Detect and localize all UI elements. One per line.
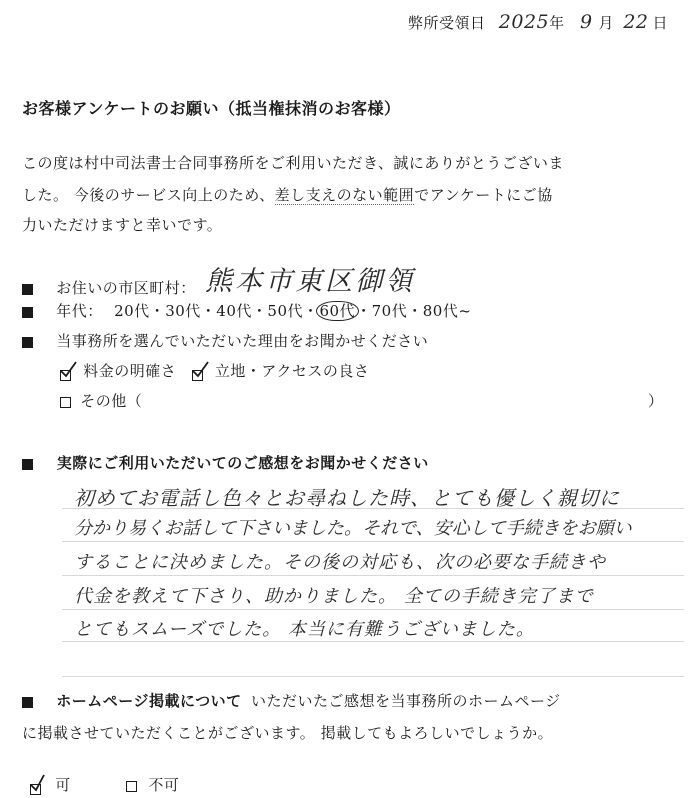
reason-label: 当事務所を選んでいただいた理由をお聞かせください xyxy=(56,332,429,350)
age-row xyxy=(22,300,471,321)
checkmark-icon xyxy=(191,360,211,380)
impression-line-4: 代金を教えて下さり、助かりました。 全ての手続き完了まで xyxy=(74,586,594,607)
homepage-row xyxy=(22,690,561,711)
age-option[interactable]: 20代 xyxy=(114,302,150,320)
line-rule xyxy=(62,541,684,542)
age-separator: ・ xyxy=(200,302,217,320)
reason-other-row xyxy=(60,390,142,411)
line-rule xyxy=(62,609,684,610)
homepage-text-b: に掲載させていただくことがございます。 掲載してもよろしいでしょうか。 xyxy=(22,724,554,742)
age-option[interactable]: 70代 xyxy=(371,302,408,320)
reason-options xyxy=(60,360,369,381)
age-option[interactable]: 40代 xyxy=(216,302,252,320)
age-separator: ・ xyxy=(149,302,166,320)
consent-yes-checkbox[interactable] xyxy=(30,779,44,793)
line-rule xyxy=(62,575,684,576)
residence-row xyxy=(22,262,415,301)
bullet-square-icon xyxy=(22,697,33,708)
bullet-square-icon xyxy=(22,284,33,295)
checkmark-icon xyxy=(59,360,79,380)
intro-line-3: 力いただけますと幸いです。 xyxy=(22,216,223,234)
impression-line-1: 初めてお電話し色々とお尋ねした時、とても優しく親切に xyxy=(74,486,620,510)
intro-line-2 xyxy=(22,184,553,205)
reason-option-1-label: 料金の明確さ xyxy=(83,362,177,380)
reason-other-checkbox[interactable] xyxy=(60,397,71,408)
reason-option-1-checkbox[interactable] xyxy=(60,365,74,379)
receipt-day: 22 xyxy=(623,11,649,33)
impression-line-5: とてもスムーズでした。 本当に有難うございました。 xyxy=(74,619,535,640)
receipt-year: 2025 xyxy=(498,11,550,33)
impressions-row xyxy=(22,452,429,473)
bullet-square-icon xyxy=(22,337,33,348)
receipt-year-unit: 年 xyxy=(549,14,565,32)
bullet-square-icon xyxy=(22,307,33,318)
reason-row xyxy=(22,330,428,351)
consent-no-label: 不可 xyxy=(148,776,180,794)
bullet-square-icon xyxy=(22,459,33,470)
age-option[interactable]: 30代 xyxy=(165,302,201,320)
receipt-label: 弊所受領日 xyxy=(408,14,486,32)
age-option[interactable]: 80代~ xyxy=(422,302,472,320)
consent-yes-label: 可 xyxy=(55,776,71,794)
homepage-text-a: いただいたご感想を当事務所のホームページ xyxy=(250,692,561,710)
age-separator: ・ xyxy=(407,302,423,320)
intro-line-2-emphasis: 差し支えのない範囲 xyxy=(274,186,415,204)
age-options xyxy=(114,302,471,320)
residence-value: 熊本市東区御領 xyxy=(205,266,416,297)
line-rule xyxy=(62,676,684,677)
survey-title: お客様アンケートのお願い（抵当権抹消のお客様） xyxy=(22,99,401,118)
impression-line-2: 分かり易くお話して下さいました。それで、安心して手続きをお願い xyxy=(74,518,632,539)
age-separator: ・ xyxy=(251,302,268,320)
impressions-label: 実際にご利用いただいてのご感想をお聞かせください xyxy=(56,454,429,472)
age-separator: ・ xyxy=(303,302,319,320)
age-option[interactable]: 50代 xyxy=(267,302,303,320)
homepage-consent xyxy=(30,774,179,795)
intro-line-1: この度は村中司法書士合同事務所をご利用いただき、誠にありがとうございま xyxy=(22,154,564,172)
consent-no-checkbox[interactable] xyxy=(126,781,137,792)
reason-other-close: ） xyxy=(648,392,664,410)
reason-other-label: その他（ xyxy=(80,392,143,410)
age-separator: ・ xyxy=(356,302,372,320)
intro-line-2-a: した。 今後のサービス向上のため、 xyxy=(22,186,275,204)
reason-option-2-label: 立地・アクセスの良さ xyxy=(214,362,370,380)
checkmark-icon xyxy=(29,774,49,794)
age-option[interactable]: 60代 xyxy=(316,301,360,321)
homepage-label: ホームページ掲載について xyxy=(56,692,242,710)
receipt-month-unit: 月 xyxy=(598,14,615,32)
residence-label: お住いの市区町村： xyxy=(56,279,196,297)
receipt-day-unit: 日 xyxy=(652,14,669,32)
impression-line-3: することに決めました。その後の対応も、次の必要な手続きや xyxy=(74,552,606,573)
receipt-month: 9 xyxy=(579,11,593,33)
line-rule xyxy=(62,641,684,642)
intro-line-2-c: でアンケートにご協 xyxy=(414,186,553,204)
age-label: 年代： xyxy=(56,302,103,320)
receipt-date xyxy=(408,11,668,33)
reason-option-2-checkbox[interactable] xyxy=(192,365,206,379)
